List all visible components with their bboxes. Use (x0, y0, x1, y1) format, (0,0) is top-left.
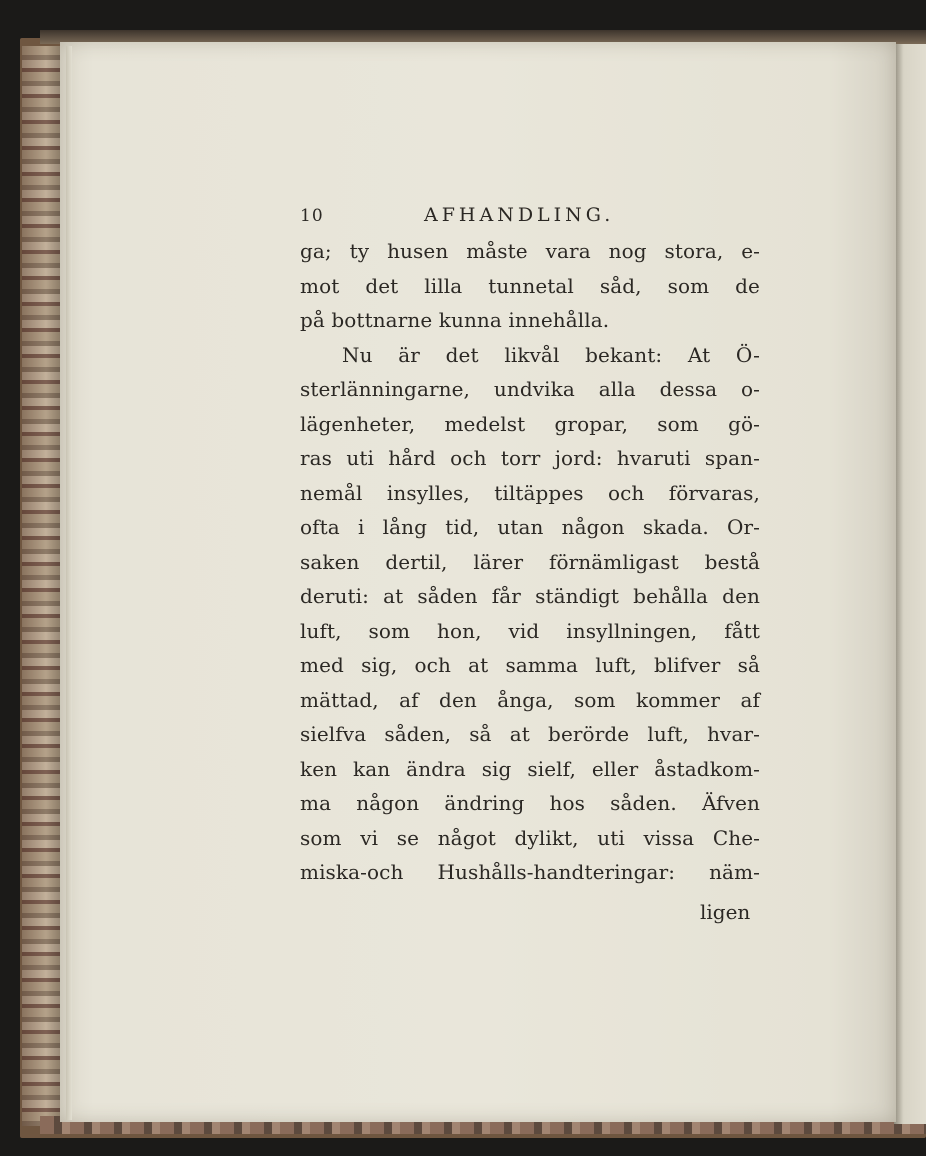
text-line: sielfva såden, så at berörde luft, hvar- (300, 722, 760, 746)
text-line: lägenheter, medelst gropar, som gö- (300, 411, 760, 436)
text-line: luft, som hon, vid insyllningen, fått (300, 618, 760, 643)
page-gutter-edge (66, 46, 72, 1120)
text-line: ga; ty husen måste vara nog stora, e- (300, 239, 760, 263)
marbled-page-edge (22, 46, 62, 1126)
text-line: som vi se något dylikt, uti vissa Che- (300, 825, 760, 850)
text-line: saken dertil, lärer förnämligast bestå (300, 549, 760, 574)
text-line: mot det lilla tunnetal såd, som de (300, 273, 760, 298)
text-line: på bottnarne kunna innehålla. (300, 308, 610, 332)
page-number: 10 (300, 206, 324, 226)
running-head (300, 200, 760, 234)
text-line: ken kan ändra sig sielf, eller åstadkom- (300, 756, 760, 781)
text-line: mättad, af den ånga, som kommer af (300, 687, 760, 712)
text-line: med sig, och at samma luft, blifver så (300, 653, 760, 677)
catchword: ligen (700, 900, 751, 924)
text-line: sterlänningarne, undvika alla dessa o- (300, 377, 760, 401)
page-text-block (300, 200, 760, 890)
text-line: ofta i lång tid, utan någon skada. Or- (300, 515, 760, 539)
running-title: AFHANDLING. (424, 204, 615, 226)
text-line: miska-och Hushålls-handteringar: näm- (300, 860, 760, 884)
facing-page-edge (894, 44, 926, 1124)
body-text (300, 234, 760, 890)
text-line: deruti: at såden får ständigt behålla den (300, 584, 760, 608)
text-line: ma någon ändring hos såden. Äfven (300, 791, 760, 815)
text-line: nemål insylles, tiltäppes och förvaras, (300, 480, 760, 505)
text-line: Nu är det likvål bekant: At Ö- (342, 342, 760, 367)
text-line: ras uti hård och torr jord: hvaruti span- (300, 446, 760, 470)
